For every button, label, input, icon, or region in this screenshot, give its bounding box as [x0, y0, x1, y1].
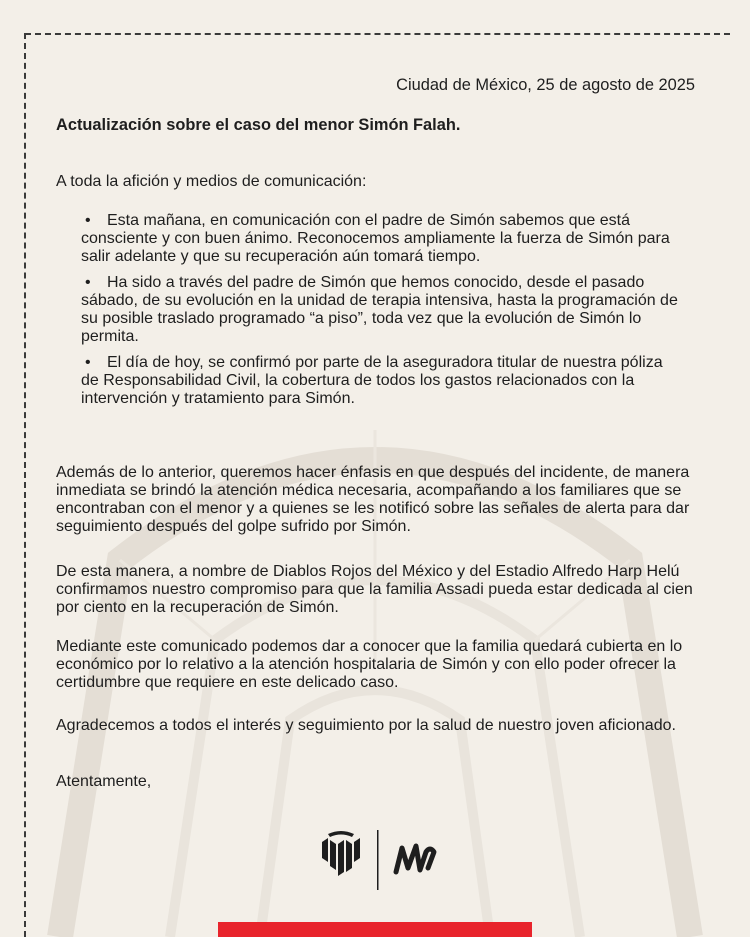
bullet-item	[81, 274, 681, 346]
paragraph: Además de lo anterior, queremos hacer énfasis en que después del incidente, de manera inmediata se brindó la atención médica necesaria, acompañando a los familiares que se encontraban con el menor y a quienes se les notificó sobre las señales de alerta para dar seguimiento después del golpe sufrido por Simón.	[56, 464, 690, 535]
letter-date: Ciudad de México, 25 de agosto de 2025	[396, 76, 695, 94]
bullet-icon: •	[85, 274, 91, 291]
bullet-icon: •	[85, 354, 91, 371]
bullet-icon: •	[85, 212, 91, 229]
letter-salutation: A toda la afición y medios de comunicación:	[56, 173, 367, 190]
paragraph: De esta manera, a nombre de Diablos Rojos del México y del Estadio Alfredo Harp Helú confirmamos nuestro compromiso para que la familia Assadi pueda estar dedicada al cien por ciento en la recuperación de Simón.	[56, 563, 693, 616]
bullet-text: El día de hoy, se confirmó por parte de la aseguradora titular de nuestra póliza de Responsabilidad Civil, la cobertura de todos los gastos relacionados con la intervención y tratamiento para Simón.	[81, 354, 663, 407]
accent-bar	[218, 922, 532, 937]
bullet-text: Esta mañana, en comunicación con el padre de Simón sabemos que está consciente y con buen ánimo. Reconocemos ampliamente la fuerza de Simón para salir adelante y que su recuperación aún tomará tiempo.	[81, 212, 670, 265]
diablos-rojos-logo-icon	[322, 831, 360, 876]
paragraph: Mediante este comunicado podemos dar a conocer que la familia quedará cubierta en lo económico por lo relativo a la atención hospitalaria de Simón y con ello poder ofrecer la certidumbre que requiere en este delicado caso.	[56, 638, 683, 691]
letter-signoff: Atentamente,	[56, 773, 152, 790]
bullet-list	[81, 212, 681, 416]
bullet-text: Ha sido a través del padre de Simón que hemos conocido, desde el pasado sábado, de su evolución en la unidad de terapia intensiva, hasta la programación de su posible traslado programado “a piso”, toda vez que la evolución de Simón lo permita.	[81, 274, 678, 345]
estadio-m-logo-icon	[396, 846, 434, 872]
dashed-border-top	[25, 33, 730, 35]
logo-lockup	[320, 828, 450, 892]
bullet-item	[81, 354, 681, 408]
dashed-border-left	[24, 33, 26, 937]
paragraph: Agradecemos a todos el interés y seguimiento por la salud de nuestro joven aficionado.	[56, 717, 676, 734]
letter-subject: Actualización sobre el caso del menor Simón Falah.	[56, 116, 461, 134]
bullet-item	[81, 212, 681, 266]
logo-divider	[377, 830, 379, 890]
